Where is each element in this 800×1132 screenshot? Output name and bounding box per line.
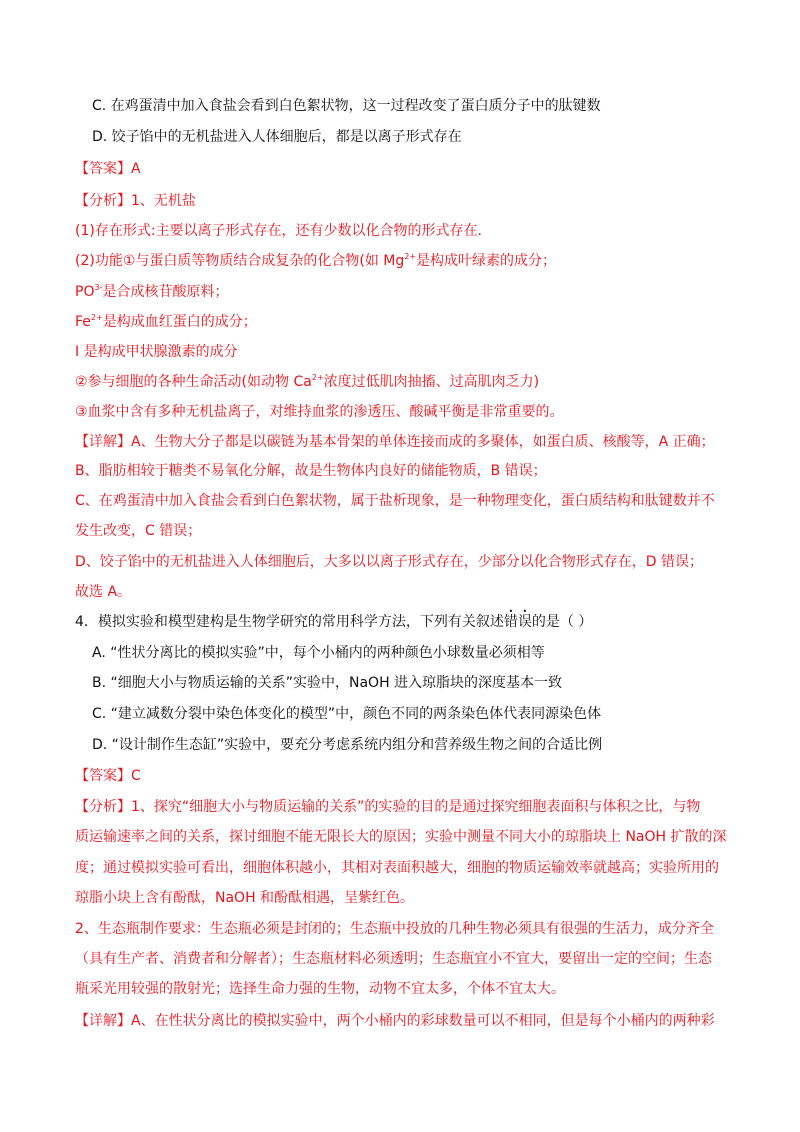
- analysis-text: Fe: [75, 314, 91, 330]
- q3-answer: 【答案】A: [75, 161, 141, 177]
- q3-analysis-line: [75, 252, 556, 272]
- analysis-text: (2)功能①与蛋白质等物质结合成复杂的化合物(如 Mg: [75, 253, 405, 269]
- q3-detail-a: 【详解】A、生物大分子都是以碳链为基本骨架的单体连接而成的多聚体，如蛋白质、核酸等，A 正确；: [75, 434, 715, 450]
- q4-option-d: D. “设计制作生态缸”实验中，要充分考虑系统内组分和营养级生物之间的合适比例: [92, 737, 603, 753]
- q4-analysis-line: 【分析】1、探究“细胞大小与物质运输的关系”的实验的目的是通过探究细胞表面积与体积之比，与物: [75, 799, 701, 815]
- q3-analysis-line: I 是构成甲状腺激素的成分: [75, 344, 238, 360]
- q3-analysis-line: [75, 373, 539, 393]
- superscript: 2+: [90, 313, 103, 322]
- q4-option-a: A. “性状分离比的模拟实验”中，每个小桶内的两种颜色小球数量必须相等: [92, 645, 545, 661]
- analysis-text: 是构成血红蛋白的成分；: [102, 314, 257, 330]
- q4-answer: 【答案】C: [75, 768, 141, 784]
- q3-option-d: D. 饺子馅中的无机盐进入人体细胞后，都是以离子形式存在: [92, 129, 462, 145]
- q3-conclusion: 故选 A。: [75, 584, 132, 600]
- q4-analysis-line: 度；通过模拟实验可看出，细胞体积越小，其相对表面积越大，细胞的物质运输效率就越高；实验所用的: [75, 860, 719, 876]
- q4-analysis-line: 2、生态瓶制作要求：生态瓶必须是封闭的；生态瓶中投放的几种生物必须具有很强的生活力，成分齐全: [75, 921, 714, 937]
- q3-detail-c: C、在鸡蛋清中加入食盐会看到白色絮状物，属于盐析现象，是一种物理变化，蛋白质结构和肽键数并不: [75, 493, 715, 509]
- q4-analysis-line: 琼脂小块上含有酚酞，NaOH 和酚酞相遇，呈紫红色。: [75, 890, 415, 906]
- q4-option-c: C. “建立减数分裂中染色体变化的模型”中，颜色不同的两条染色体代表同源染色体: [92, 706, 602, 722]
- analysis-text: PO: [75, 284, 95, 300]
- q4-analysis-line: 质运输速率之间的关系，探讨细胞不能无限长大的原因；实验中测量不同大小的琼脂块上 NaOH 扩散的深: [75, 829, 727, 845]
- emphasis-char: 误: [517, 614, 532, 630]
- superscript: 2+: [404, 252, 417, 261]
- q4-detail-a: 【详解】A、在性状分离比的模拟实验中，两个小桶内的彩球数量可以不相同，但是每个小桶内的两种彩: [75, 1013, 715, 1029]
- q4-option-b: B. “细胞大小与物质运输的关系”实验中，NaOH 进入琼脂块的深度基本一致: [92, 675, 563, 691]
- stem-text: 4．模拟实验和模型建构是生物学研究的常用科学方法，下列有关叙述: [75, 614, 504, 630]
- q3-detail-d: D、饺子馅中的无机盐进入人体细胞后，大多以以离子形式存在，少部分以化合物形式存在，D 错误；: [75, 554, 704, 570]
- q4-stem: [75, 613, 592, 631]
- superscript: 3-: [94, 283, 103, 292]
- analysis-text: ②参与细胞的各种生命活动(如动物 Ca: [75, 374, 312, 390]
- analysis-text: 浓度过低肌肉抽搐、过高肌肉乏力): [323, 374, 540, 390]
- superscript: 2+: [311, 373, 324, 382]
- emphasis-char: 错: [503, 614, 518, 630]
- q3-detail-c-cont: 发生改变，C 错误；: [75, 523, 202, 539]
- analysis-text: 是构成叶绿素的成分；: [416, 253, 557, 269]
- q3-analysis-title: 【分析】1、无机盐: [75, 193, 196, 209]
- q3-analysis-line: [75, 313, 257, 333]
- q4-analysis-line: 瓶采光用较强的散射光；选择生命力强的生物，动物不宜太多，个体不宜太大。: [75, 981, 565, 997]
- analysis-text: 是合成核苷酸原料；: [102, 284, 229, 300]
- q3-analysis-line: ③血浆中含有多种无机盐离子，对维持血浆的渗透压、酸碱平衡是非常重要的。: [75, 404, 564, 420]
- q4-analysis-line: （具有生产者、消费者和分解者）；生态瓶材料必须透明；生态瓶宜小不宜大，要留出一定的空间；生态: [75, 951, 712, 967]
- q3-analysis-line: [75, 283, 228, 303]
- q3-analysis-line: (1)存在形式:主要以离子形式存在，还有少数以化合物的形式存在.: [75, 223, 482, 239]
- q3-detail-b: B、脂肪相较于糖类不易氧化分解，故是生物体内良好的储能物质，B 错误；: [75, 463, 547, 479]
- stem-text: 的是（ ）: [531, 614, 593, 630]
- q3-option-c: C. 在鸡蛋清中加入食盐会看到白色絮状物，这一过程改变了蛋白质分子中的肽键数: [92, 98, 601, 114]
